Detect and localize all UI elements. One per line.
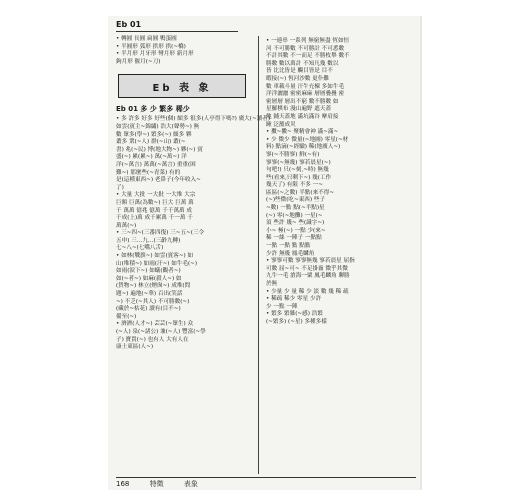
text-line: 叢多 衆(~人) 群(~山) 叢(~ [116, 139, 186, 146]
text-line: 數 車載斗量 汗牛充棟 多如牛毛 [266, 83, 345, 90]
text-line: • 轉圓 長圓 扁圓 鴨蛋圓 [116, 36, 177, 42]
text-line: 可數 屈~可~ 不足掛齒 微乎其微 [266, 265, 348, 272]
text-line: • 三~四~(三番四復) 三~五~(三令 [116, 230, 205, 237]
text-line: 暇接(~) 恆河沙數 更仆難 [266, 75, 329, 82]
text-line: • 半圓形 弧形 拱形 拱(~橋) [116, 43, 186, 50]
header-rule [116, 31, 238, 32]
text-line: • 寥寥可數 寥寥無幾 寥若晨星 屈指 [266, 258, 355, 265]
text-line: 備至(~) [116, 313, 137, 320]
entry-title: Eb 01 多 少 繁多 稀少 [116, 105, 190, 114]
text-line: 如雨(淚下~) 如蟻(觀者~) [116, 268, 181, 275]
left-entries [116, 116, 270, 351]
text-line: 稀 一絲 一陣子 一點點 [266, 235, 322, 242]
text-line: 區區(~之數) 半點(來不得~ [266, 189, 335, 196]
text-line: 踵 泛濫成災 [266, 121, 296, 128]
text-line: 題~) 遍地(~華) 百出(笑話 [116, 291, 183, 298]
text-line: 密層層 層出不窮 數不勝數 如 [266, 98, 339, 105]
text-line: 千成(上)萬 成千累萬 千一萬 千 [116, 215, 193, 222]
text-line: 如雲(賓主~錦繡) 浩大(聲勢~) 無 [116, 123, 200, 130]
text-line: 巨額 巨萬(為數~) 巨大 巨萬 萬 [116, 199, 194, 206]
text-line: 少許 無幾 鳳毛麟角 [266, 250, 315, 257]
dictionary-page [108, 16, 420, 490]
text-line: • 濟濟(人才~) 芸芸(~眾生) 众 [116, 321, 194, 328]
text-line: • 大量 大批 一大批 一大堆 大宗 [116, 192, 196, 199]
text-line: 如(~者~) 如麻(殺人~) 如 [116, 275, 182, 282]
text-line: 子) 寶貴(~) 也有人 大有人在 [116, 336, 189, 343]
left-top-entries [116, 36, 250, 66]
column-divider [258, 36, 259, 474]
text-line: (藏於~枯花) 讀有(目不~) [116, 306, 181, 313]
text-line: 洋洋灑灑 密密麻麻 層層疊疊 密 [266, 91, 345, 98]
text-line: 難~) 那麼些(~青菜) 有的 [116, 169, 181, 176]
text-line: 句吧!) 只(~刻,~時) 無幾 [266, 167, 329, 174]
page-number: 168 [116, 480, 130, 488]
text-line: 於無 [266, 281, 278, 287]
text-line: (~)些微(吃~東西) 些子 [266, 197, 326, 204]
footer-section: 特徵 [149, 480, 164, 488]
text-line: 鉤月形 偃月(~刀) [116, 58, 161, 65]
footer-rule [116, 477, 416, 478]
text-line: • 一連串 一系列 無窮無盡 恆如恒 [266, 38, 350, 44]
text-line: • 少 微少 微量(~地圖) 零星(~材 [266, 136, 349, 143]
text-line: 數 眾多(學~) 繁多(~) 頗多 夥 [116, 131, 192, 138]
text-line: 一點 一點 點 點點 [266, 243, 311, 250]
left-column [116, 36, 270, 474]
text-line: 書) 兆(~民) 博(地大物~) 夥(~) 賓 [116, 146, 203, 153]
text-line: • 繁多 繁雜(~感) 浩繁 [266, 311, 323, 318]
right-column [266, 38, 412, 474]
right-entries [266, 38, 412, 327]
text-line: 九牛一毛 滄海一粟 鳳毛麟角 聊勝 [266, 273, 350, 280]
text-line: 洋(~萬言) 萬萬(~萬言) 重重(困 [116, 161, 196, 168]
text-line: 萬萬(~) [116, 222, 137, 229]
section-title-box: Eb 表 象 [118, 74, 246, 98]
text-line: 小~ 極(~) 一點 少(來~ [266, 227, 326, 234]
text-line: 料) 點滴(~經驗) 稀(地廣人~) [266, 144, 341, 151]
text-line: 了) [116, 184, 124, 191]
text-line: 皆 比比皆是 觸目皆是 目不 [266, 68, 333, 75]
text-line: • 少量 少 量 稀 少 淡 數 幾 稀 疏 [266, 288, 349, 295]
text-line: 盛(~) 累(累~) 萬(~萬~) 洋 [116, 154, 187, 161]
section-header: Eb 01 [116, 20, 142, 29]
text-line: (~繁多) (~星) 多種多樣 [266, 318, 327, 325]
text-line: • 多 許多 好多 好些(個) 頗多 很多(人亭得下嗎?) 廣大(~讀者) [116, 116, 270, 123]
text-line: 千 萬萬 億兆 億萬 千千萬萬 成 [116, 207, 193, 214]
text-line: 五申) 三…九…(三齡九轉) [116, 237, 181, 244]
text-line: (~) 零(~地攤) 一星(~ [266, 212, 323, 219]
text-line: 須 些許 幾~ 些(識字~) [266, 220, 325, 227]
text-line: 寥寥(~無幾) 寥若晨星(~) [266, 159, 331, 166]
text-line: (~人) 泉(~諸公) 兼(~人) 豐富(~學 [116, 329, 206, 335]
text-line: • 如林(戰旗~) 如雲(賓客~) 如 [116, 253, 194, 260]
page-footer [116, 479, 216, 489]
text-line: ~) 不乏(~其人) 不可勝數(~) [116, 298, 190, 305]
text-line: • 稀疏 稀少 零星 少許 [266, 296, 322, 303]
text-line: 少 一點 一陣 [266, 303, 298, 310]
text-line: 康士東區(人~) [116, 344, 154, 351]
text-line: (貨物~) 林立(煙囪~) 成堆(問 [116, 283, 191, 290]
text-line: 不計其數 不一而足 不勝枚舉 數不 [266, 53, 350, 60]
text-line: 山(堆積~) 如雨(汗~) 如牛毛(~) [116, 260, 198, 267]
text-line: 幾天了) 有限 不多 一~ [266, 182, 323, 189]
text-line: 勝數 數以萬計 不知凡幾 數以 [266, 60, 339, 67]
footer-subsection: 表象 [183, 480, 198, 488]
text-line: • 擻~擻~ 聚精會神 滿~滿~ [266, 129, 339, 136]
text-line: 河 不可勝數 不可勝計 不可悉數 [266, 45, 345, 52]
text-line: 寥(~不勝寥) 鮮(~有) [266, 151, 320, 158]
text-line: ~數) 一點 點(~半點)星 [266, 205, 325, 212]
text-line: 些(看來,只剩下~) 幾(工作 [266, 174, 332, 181]
text-line: 是(這種東西~) 老鼻子(今年收入~ [116, 177, 201, 184]
text-line: 七~八~(七嘴八舌) [116, 245, 164, 252]
text-line: 地 鋪天蓋地 滿坑滿谷 摩肩接 [266, 113, 339, 120]
text-line: • 半月形 月牙形 彎月形 新月形 [116, 51, 194, 58]
text-line: 星羅棋布 漫山遍野 遮天蓋 [266, 106, 332, 113]
